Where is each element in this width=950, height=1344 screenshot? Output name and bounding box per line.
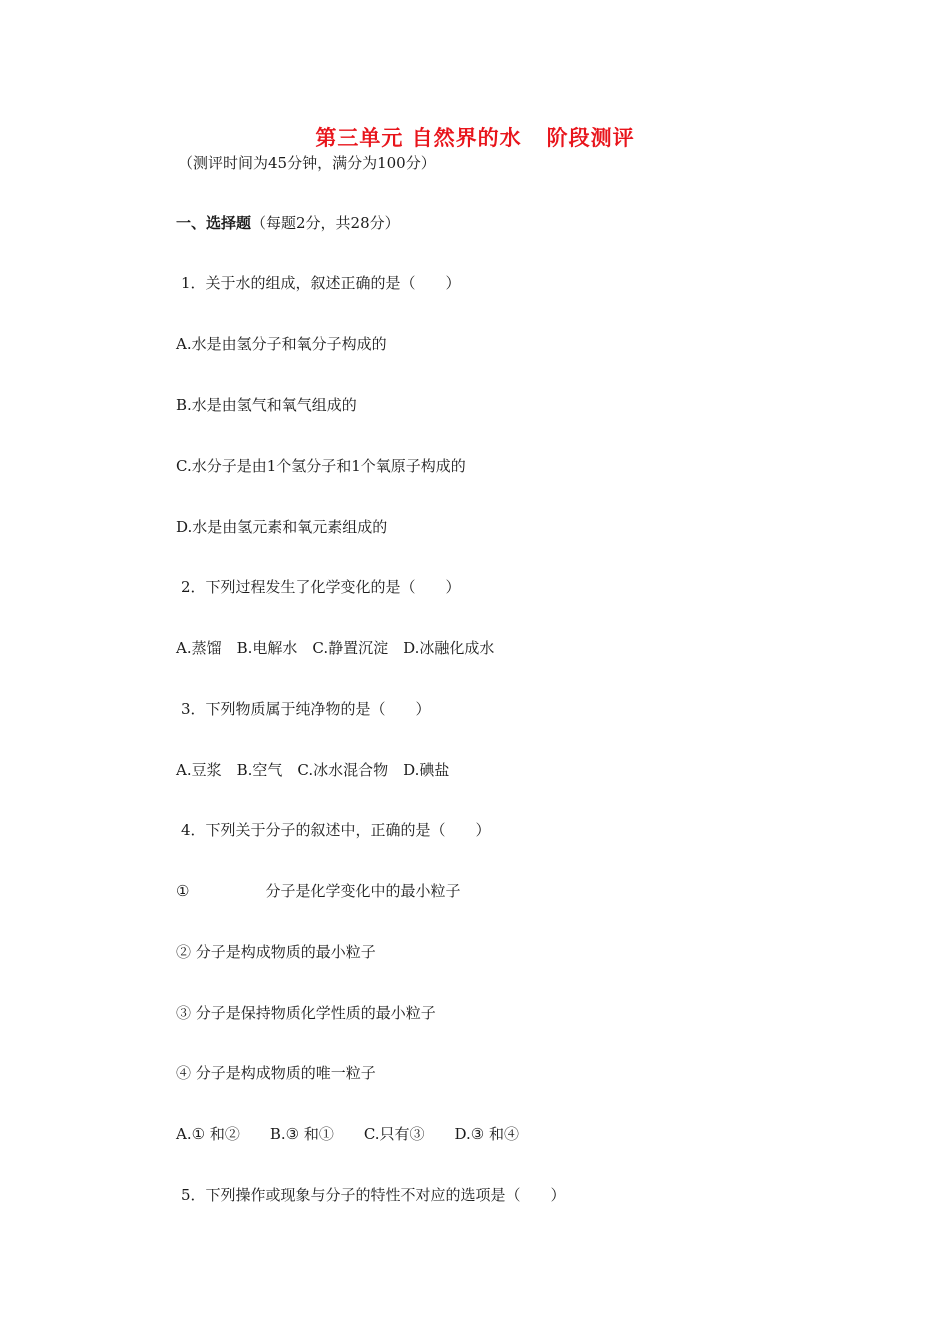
question-2-stem: 2．下列过程发生了化学变化的是（ ）	[181, 578, 461, 596]
section-title: 一、选择题	[176, 214, 252, 232]
question-4-statement-4: ④ 分子是构成物质的唯一粒子	[176, 1064, 376, 1082]
question-4-options: A.① 和② B.③ 和① C.只有③ D.③ 和④	[176, 1125, 520, 1143]
question-5-stem: 5．下列操作或现象与分子的特性不对应的选项是（ ）	[181, 1186, 566, 1204]
question-1-stem: 1．关于水的组成，叙述正确的是（ ）	[181, 274, 461, 292]
page-title: 第三单元 自然界的水 阶段测评	[315, 126, 635, 150]
statement-1-mark: ①	[176, 882, 190, 900]
question-1-option-c: C.水分子是由1个氢分子和1个氧原子构成的	[176, 457, 466, 475]
question-1-option-d: D.水是由氢元素和氧元素组成的	[176, 518, 388, 536]
statement-1-text: 分子是化学变化中的最小粒子	[265, 882, 461, 900]
section-detail: （每题2分，共28分）	[251, 214, 400, 232]
question-1-option-b: B.水是由氢气和氧气组成的	[176, 396, 357, 414]
question-4-statement-1	[176, 881, 460, 901]
question-1-option-a: A.水是由氢分子和氧分子构成的	[176, 335, 387, 353]
test-note: （测评时间为45分钟，满分为100分）	[178, 154, 436, 172]
section-heading	[176, 213, 400, 233]
question-2-options: A.蒸馏 B.电解水 C.静置沉淀 D.冰融化成水	[176, 639, 495, 657]
question-3-options: A.豆浆 B.空气 C.冰水混合物 D.碘盐	[176, 761, 450, 779]
question-4-statement-3: ③ 分子是保持物质化学性质的最小粒子	[176, 1004, 436, 1022]
question-4-stem: 4．下列关于分子的叙述中，正确的是（ ）	[181, 821, 491, 839]
question-3-stem: 3．下列物质属于纯净物的是（ ）	[181, 700, 431, 718]
question-4-statement-2: ② 分子是构成物质的最小粒子	[176, 943, 376, 961]
